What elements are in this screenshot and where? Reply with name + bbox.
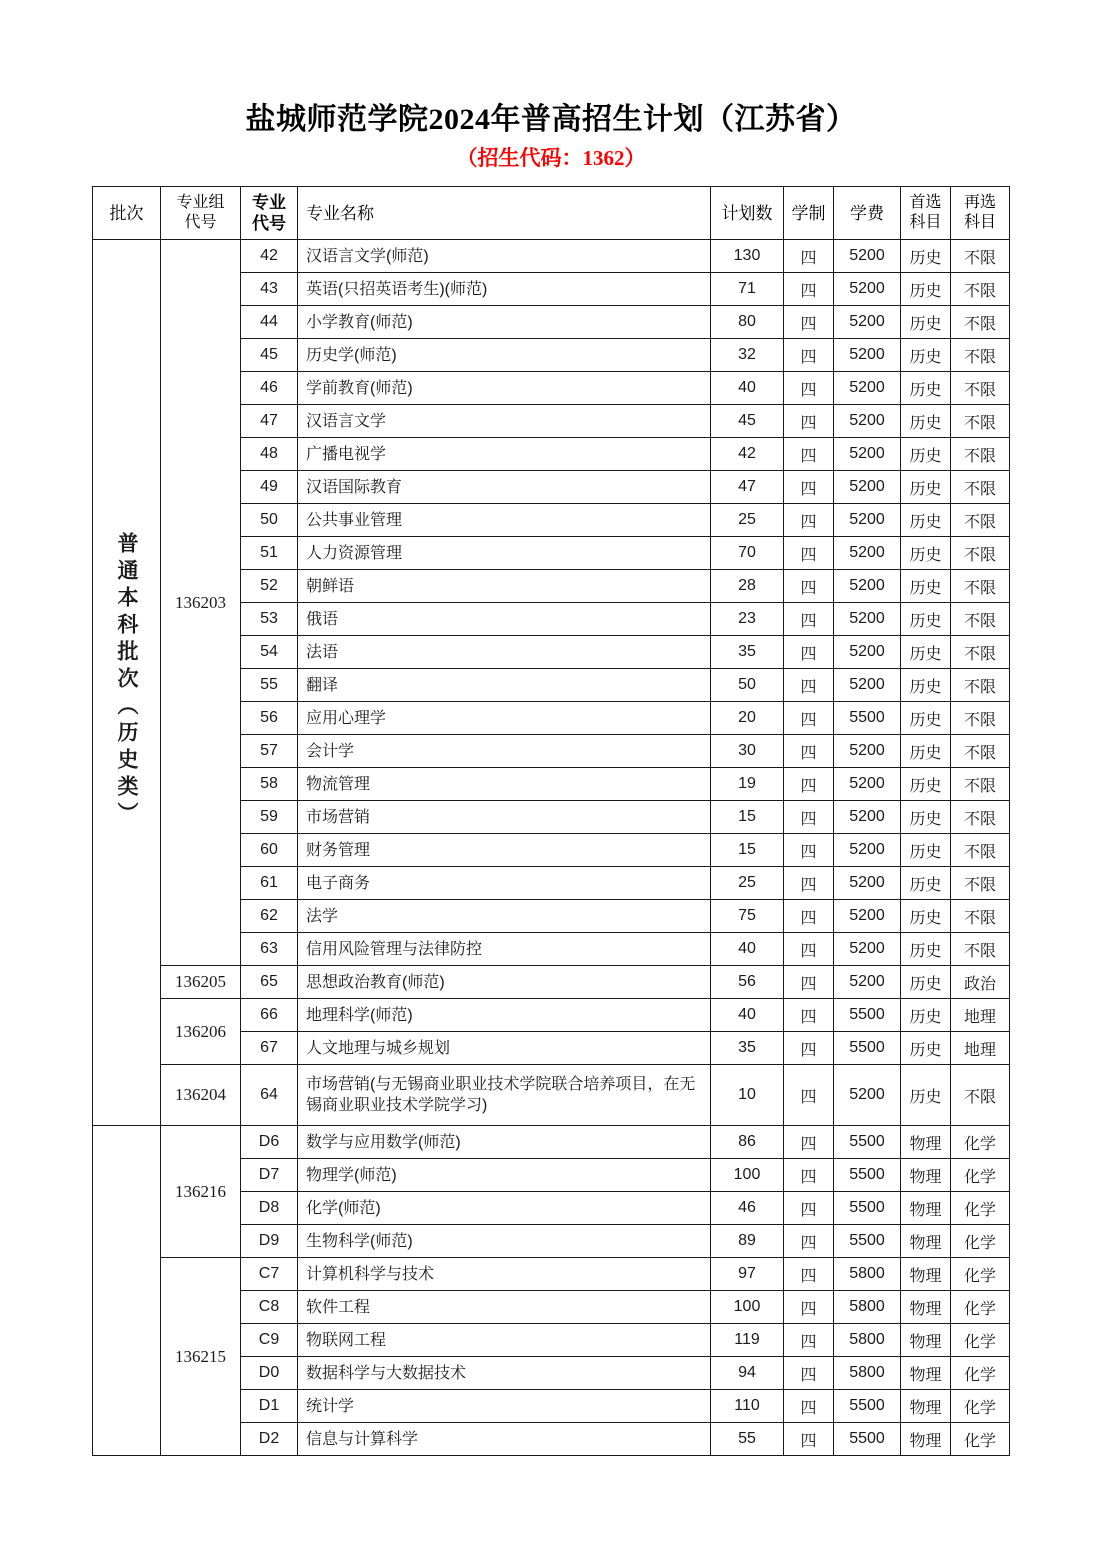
table-row (93, 1258, 1010, 1291)
tuition-cell: 5200 (834, 933, 901, 966)
second-subject-cell: 不限 (951, 306, 1010, 339)
second-subject-cell: 地理 (951, 999, 1010, 1032)
years-cell: 四 (784, 966, 834, 999)
first-subject-cell: 历史 (901, 1032, 951, 1065)
major-name-cell: 物流管理 (298, 768, 711, 801)
second-subject-cell: 不限 (951, 768, 1010, 801)
plan-count-cell: 80 (711, 306, 784, 339)
years-cell: 四 (784, 405, 834, 438)
second-subject-cell: 不限 (951, 372, 1010, 405)
tuition-cell: 5500 (834, 1159, 901, 1192)
years-cell: 四 (784, 768, 834, 801)
first-subject-cell: 历史 (901, 735, 951, 768)
major-code-cell: D1 (241, 1390, 298, 1423)
major-code-cell: C8 (241, 1291, 298, 1324)
plan-count-cell: 97 (711, 1258, 784, 1291)
plan-count-cell: 45 (711, 405, 784, 438)
major-code-cell: D6 (241, 1126, 298, 1159)
title-block (0, 100, 1102, 173)
second-subject-cell: 化学 (951, 1225, 1010, 1258)
second-subject-cell: 不限 (951, 636, 1010, 669)
group-code-cell: 136205 (161, 966, 241, 999)
years-cell: 四 (784, 339, 834, 372)
tuition-cell: 5200 (834, 339, 901, 372)
first-subject-cell: 历史 (901, 273, 951, 306)
years-cell: 四 (784, 438, 834, 471)
second-subject-cell: 不限 (951, 537, 1010, 570)
years-cell: 四 (784, 1032, 834, 1065)
header-years: 学制 (784, 187, 834, 240)
first-subject-cell: 历史 (901, 405, 951, 438)
major-code-cell: 42 (241, 240, 298, 273)
first-subject-cell: 物理 (901, 1291, 951, 1324)
years-cell: 四 (784, 471, 834, 504)
tuition-cell: 5200 (834, 405, 901, 438)
first-subject-cell: 物理 (901, 1258, 951, 1291)
major-code-cell: D0 (241, 1357, 298, 1390)
first-subject-cell: 历史 (901, 603, 951, 636)
batch-label: 普通本科批次（历史类） (115, 531, 139, 829)
major-code-cell: C9 (241, 1324, 298, 1357)
header-second-subject-line2: 科目 (963, 214, 996, 231)
header-second-subject-line1: 再选 (963, 194, 996, 211)
header-first-subject (901, 187, 951, 240)
header-major-name: 专业名称 (298, 187, 711, 240)
major-name-cell: 汉语言文学(师范) (298, 240, 711, 273)
years-cell: 四 (784, 1225, 834, 1258)
second-subject-cell: 化学 (951, 1423, 1010, 1456)
tuition-cell: 5500 (834, 702, 901, 735)
plan-count-cell: 119 (711, 1324, 784, 1357)
second-subject-cell: 政治 (951, 966, 1010, 999)
plan-count-cell: 10 (711, 1065, 784, 1126)
second-subject-cell: 化学 (951, 1159, 1010, 1192)
first-subject-cell: 物理 (901, 1324, 951, 1357)
major-code-cell: 43 (241, 273, 298, 306)
second-subject-cell: 化学 (951, 1126, 1010, 1159)
first-subject-cell: 历史 (901, 471, 951, 504)
major-code-cell: 55 (241, 669, 298, 702)
second-subject-cell: 不限 (951, 339, 1010, 372)
group-code-cell: 136203 (161, 240, 241, 966)
first-subject-cell: 历史 (901, 801, 951, 834)
plan-count-cell: 20 (711, 702, 784, 735)
major-name-cell: 法语 (298, 636, 711, 669)
years-cell: 四 (784, 603, 834, 636)
first-subject-cell: 历史 (901, 669, 951, 702)
plan-count-cell: 28 (711, 570, 784, 603)
plan-count-cell: 40 (711, 372, 784, 405)
first-subject-cell: 历史 (901, 933, 951, 966)
first-subject-cell: 历史 (901, 240, 951, 273)
major-name-cell: 数学与应用数学(师范) (298, 1126, 711, 1159)
plan-count-cell: 15 (711, 801, 784, 834)
years-cell: 四 (784, 702, 834, 735)
years-cell: 四 (784, 240, 834, 273)
header-tuition: 学费 (834, 187, 901, 240)
major-name-cell: 翻译 (298, 669, 711, 702)
tuition-cell: 5500 (834, 1126, 901, 1159)
plan-count-cell: 25 (711, 504, 784, 537)
years-cell: 四 (784, 801, 834, 834)
plan-count-cell: 100 (711, 1159, 784, 1192)
tuition-cell: 5800 (834, 1357, 901, 1390)
years-cell: 四 (784, 1159, 834, 1192)
years-cell: 四 (784, 306, 834, 339)
tuition-cell: 5800 (834, 1291, 901, 1324)
plan-count-cell: 40 (711, 933, 784, 966)
years-cell: 四 (784, 999, 834, 1032)
plan-count-cell: 56 (711, 966, 784, 999)
first-subject-cell: 物理 (901, 1357, 951, 1390)
major-code-cell: D8 (241, 1192, 298, 1225)
tuition-cell: 5200 (834, 372, 901, 405)
first-subject-cell: 物理 (901, 1126, 951, 1159)
group-code-cell: 136216 (161, 1126, 241, 1258)
first-subject-cell: 历史 (901, 372, 951, 405)
years-cell: 四 (784, 1324, 834, 1357)
major-code-cell: 45 (241, 339, 298, 372)
tuition-cell: 5200 (834, 603, 901, 636)
header-group-code (161, 187, 241, 240)
batch-cell (93, 1126, 161, 1456)
tuition-cell: 5200 (834, 669, 901, 702)
header-major-code-line2: 代号 (252, 214, 286, 233)
first-subject-cell: 历史 (901, 1065, 951, 1126)
header-second-subject (951, 187, 1010, 240)
major-name-cell: 广播电视学 (298, 438, 711, 471)
admission-plan-table-wrap (92, 186, 1009, 1456)
second-subject-cell: 不限 (951, 702, 1010, 735)
major-name-cell: 人力资源管理 (298, 537, 711, 570)
group-code-cell: 136204 (161, 1065, 241, 1126)
tuition-cell: 5200 (834, 504, 901, 537)
major-code-cell: 53 (241, 603, 298, 636)
second-subject-cell: 化学 (951, 1258, 1010, 1291)
years-cell: 四 (784, 537, 834, 570)
header-plan-count: 计划数 (711, 187, 784, 240)
years-cell: 四 (784, 1192, 834, 1225)
major-code-cell: 48 (241, 438, 298, 471)
second-subject-cell: 化学 (951, 1357, 1010, 1390)
major-code-cell: 60 (241, 834, 298, 867)
table-body (93, 240, 1010, 1456)
years-cell: 四 (784, 735, 834, 768)
header-row (93, 187, 1010, 240)
first-subject-cell: 历史 (901, 504, 951, 537)
major-name-cell: 信用风险管理与法律防控 (298, 933, 711, 966)
table-header (93, 187, 1010, 240)
first-subject-cell: 历史 (901, 768, 951, 801)
major-code-cell: D9 (241, 1225, 298, 1258)
plan-count-cell: 42 (711, 438, 784, 471)
major-code-cell: 47 (241, 405, 298, 438)
years-cell: 四 (784, 570, 834, 603)
tuition-cell: 5200 (834, 438, 901, 471)
second-subject-cell: 不限 (951, 1065, 1010, 1126)
header-first-subject-line2: 科目 (909, 214, 942, 231)
major-name-cell: 英语(只招英语考生)(师范) (298, 273, 711, 306)
major-name-cell: 生物科学(师范) (298, 1225, 711, 1258)
major-code-cell: D2 (241, 1423, 298, 1456)
second-subject-cell: 不限 (951, 438, 1010, 471)
plan-count-cell: 19 (711, 768, 784, 801)
major-code-cell: 51 (241, 537, 298, 570)
plan-count-cell: 89 (711, 1225, 784, 1258)
plan-count-cell: 32 (711, 339, 784, 372)
plan-count-cell: 100 (711, 1291, 784, 1324)
years-cell: 四 (784, 1065, 834, 1126)
major-name-cell: 软件工程 (298, 1291, 711, 1324)
first-subject-cell: 历史 (901, 867, 951, 900)
tuition-cell: 5200 (834, 537, 901, 570)
tuition-cell: 5500 (834, 1225, 901, 1258)
header-first-subject-line1: 首选 (909, 194, 942, 211)
major-name-cell: 历史学(师范) (298, 339, 711, 372)
major-code-cell: 49 (241, 471, 298, 504)
tuition-cell: 5800 (834, 1258, 901, 1291)
years-cell: 四 (784, 669, 834, 702)
first-subject-cell: 历史 (901, 834, 951, 867)
tuition-cell: 5500 (834, 1423, 901, 1456)
tuition-cell: 5200 (834, 240, 901, 273)
tuition-cell: 5200 (834, 834, 901, 867)
major-name-cell: 财务管理 (298, 834, 711, 867)
second-subject-cell: 不限 (951, 669, 1010, 702)
major-name-cell: 电子商务 (298, 867, 711, 900)
major-code-cell: 61 (241, 867, 298, 900)
major-name-cell: 信息与计算科学 (298, 1423, 711, 1456)
first-subject-cell: 物理 (901, 1192, 951, 1225)
major-code-cell: 64 (241, 1065, 298, 1126)
major-name-cell: 法学 (298, 900, 711, 933)
years-cell: 四 (784, 1258, 834, 1291)
major-name-cell: 朝鲜语 (298, 570, 711, 603)
years-cell: 四 (784, 636, 834, 669)
first-subject-cell: 历史 (901, 339, 951, 372)
major-code-cell: 57 (241, 735, 298, 768)
tuition-cell: 5500 (834, 999, 901, 1032)
first-subject-cell: 历史 (901, 702, 951, 735)
major-name-cell: 俄语 (298, 603, 711, 636)
years-cell: 四 (784, 834, 834, 867)
second-subject-cell: 不限 (951, 504, 1010, 537)
plan-count-cell: 130 (711, 240, 784, 273)
plan-count-cell: 46 (711, 1192, 784, 1225)
tuition-cell: 5500 (834, 1390, 901, 1423)
major-name-cell: 数据科学与大数据技术 (298, 1357, 711, 1390)
second-subject-cell: 不限 (951, 471, 1010, 504)
tuition-cell: 5500 (834, 1032, 901, 1065)
major-code-cell: 62 (241, 900, 298, 933)
major-name-cell: 思想政治教育(师范) (298, 966, 711, 999)
second-subject-cell: 不限 (951, 900, 1010, 933)
tuition-cell: 5500 (834, 1192, 901, 1225)
major-name-cell: 物理学(师范) (298, 1159, 711, 1192)
second-subject-cell: 不限 (951, 273, 1010, 306)
first-subject-cell: 历史 (901, 306, 951, 339)
major-code-cell: 67 (241, 1032, 298, 1065)
plan-count-cell: 86 (711, 1126, 784, 1159)
header-group-code-line2: 代号 (184, 214, 217, 231)
plan-count-cell: 75 (711, 900, 784, 933)
second-subject-cell: 不限 (951, 867, 1010, 900)
tuition-cell: 5200 (834, 471, 901, 504)
first-subject-cell: 历史 (901, 999, 951, 1032)
second-subject-cell: 不限 (951, 405, 1010, 438)
second-subject-cell: 不限 (951, 570, 1010, 603)
tuition-cell: 5200 (834, 273, 901, 306)
major-name-cell: 会计学 (298, 735, 711, 768)
table-row (93, 966, 1010, 999)
years-cell: 四 (784, 1357, 834, 1390)
plan-count-cell: 35 (711, 636, 784, 669)
major-code-cell: 66 (241, 999, 298, 1032)
first-subject-cell: 物理 (901, 1423, 951, 1456)
years-cell: 四 (784, 1126, 834, 1159)
years-cell: 四 (784, 1390, 834, 1423)
plan-count-cell: 23 (711, 603, 784, 636)
major-name-cell: 化学(师范) (298, 1192, 711, 1225)
plan-count-cell: 70 (711, 537, 784, 570)
plan-count-cell: 35 (711, 1032, 784, 1065)
tuition-cell: 5200 (834, 966, 901, 999)
years-cell: 四 (784, 504, 834, 537)
tuition-cell: 5200 (834, 570, 901, 603)
header-major-code-line1: 专业 (252, 193, 286, 212)
second-subject-cell: 不限 (951, 603, 1010, 636)
first-subject-cell: 历史 (901, 537, 951, 570)
years-cell: 四 (784, 372, 834, 405)
major-code-cell: D7 (241, 1159, 298, 1192)
tuition-cell: 5200 (834, 735, 901, 768)
first-subject-cell: 历史 (901, 900, 951, 933)
group-code-cell: 136206 (161, 999, 241, 1065)
major-name-cell: 汉语国际教育 (298, 471, 711, 504)
tuition-cell: 5200 (834, 867, 901, 900)
second-subject-cell: 化学 (951, 1390, 1010, 1423)
table-row (93, 1065, 1010, 1126)
table-row (93, 240, 1010, 273)
second-subject-cell: 不限 (951, 834, 1010, 867)
major-name-cell: 物联网工程 (298, 1324, 711, 1357)
tuition-cell: 5200 (834, 801, 901, 834)
first-subject-cell: 历史 (901, 438, 951, 471)
major-code-cell: 50 (241, 504, 298, 537)
major-code-cell: 44 (241, 306, 298, 339)
second-subject-cell: 地理 (951, 1032, 1010, 1065)
table-row (93, 1126, 1010, 1159)
tuition-cell: 5200 (834, 306, 901, 339)
major-code-cell: 46 (241, 372, 298, 405)
plan-count-cell: 71 (711, 273, 784, 306)
first-subject-cell: 物理 (901, 1390, 951, 1423)
plan-count-cell: 25 (711, 867, 784, 900)
major-name-cell: 人文地理与城乡规划 (298, 1032, 711, 1065)
tuition-cell: 5200 (834, 1065, 901, 1126)
second-subject-cell: 化学 (951, 1291, 1010, 1324)
first-subject-cell: 历史 (901, 966, 951, 999)
first-subject-cell: 历史 (901, 570, 951, 603)
table-row (93, 999, 1010, 1032)
major-code-cell: 52 (241, 570, 298, 603)
major-name-cell: 应用心理学 (298, 702, 711, 735)
plan-count-cell: 15 (711, 834, 784, 867)
tuition-cell: 5200 (834, 900, 901, 933)
major-name-cell: 汉语言文学 (298, 405, 711, 438)
major-name-cell: 小学教育(师范) (298, 306, 711, 339)
major-name-cell: 计算机科学与技术 (298, 1258, 711, 1291)
tuition-cell: 5800 (834, 1324, 901, 1357)
major-code-cell: 63 (241, 933, 298, 966)
major-name-cell: 市场营销(与无锡商业职业技术学院联合培养项目，在无锡商业职业技术学院学习) (298, 1065, 711, 1126)
years-cell: 四 (784, 900, 834, 933)
batch-cell (93, 240, 161, 1126)
years-cell: 四 (784, 1423, 834, 1456)
tuition-cell: 5200 (834, 636, 901, 669)
page-title: 盐城师范学院2024年普高招生计划（江苏省） (245, 103, 857, 136)
second-subject-cell: 不限 (951, 933, 1010, 966)
years-cell: 四 (784, 867, 834, 900)
years-cell: 四 (784, 933, 834, 966)
plan-count-cell: 94 (711, 1357, 784, 1390)
major-code-cell: 65 (241, 966, 298, 999)
major-name-cell: 学前教育(师范) (298, 372, 711, 405)
major-code-cell: 56 (241, 702, 298, 735)
major-code-cell: 59 (241, 801, 298, 834)
second-subject-cell: 不限 (951, 735, 1010, 768)
second-subject-cell: 不限 (951, 801, 1010, 834)
second-subject-cell: 化学 (951, 1192, 1010, 1225)
plan-count-cell: 50 (711, 669, 784, 702)
first-subject-cell: 历史 (901, 636, 951, 669)
major-name-cell: 地理科学(师范) (298, 999, 711, 1032)
major-code-cell: C7 (241, 1258, 298, 1291)
years-cell: 四 (784, 1291, 834, 1324)
years-cell: 四 (784, 273, 834, 306)
first-subject-cell: 物理 (901, 1225, 951, 1258)
plan-count-cell: 40 (711, 999, 784, 1032)
group-code-cell: 136215 (161, 1258, 241, 1456)
plan-count-cell: 30 (711, 735, 784, 768)
first-subject-cell: 物理 (901, 1159, 951, 1192)
second-subject-cell: 不限 (951, 240, 1010, 273)
admission-code-subtitle: （招生代码：1362） (456, 146, 646, 170)
plan-count-cell: 110 (711, 1390, 784, 1423)
major-name-cell: 市场营销 (298, 801, 711, 834)
major-code-cell: 54 (241, 636, 298, 669)
header-major-code (241, 187, 298, 240)
major-name-cell: 统计学 (298, 1390, 711, 1423)
plan-count-cell: 47 (711, 471, 784, 504)
admission-plan-table (92, 186, 1010, 1456)
tuition-cell: 5200 (834, 768, 901, 801)
second-subject-cell: 化学 (951, 1324, 1010, 1357)
major-code-cell: 58 (241, 768, 298, 801)
major-name-cell: 公共事业管理 (298, 504, 711, 537)
plan-count-cell: 55 (711, 1423, 784, 1456)
header-group-code-line1: 专业组 (176, 194, 225, 211)
header-batch: 批次 (93, 187, 161, 240)
